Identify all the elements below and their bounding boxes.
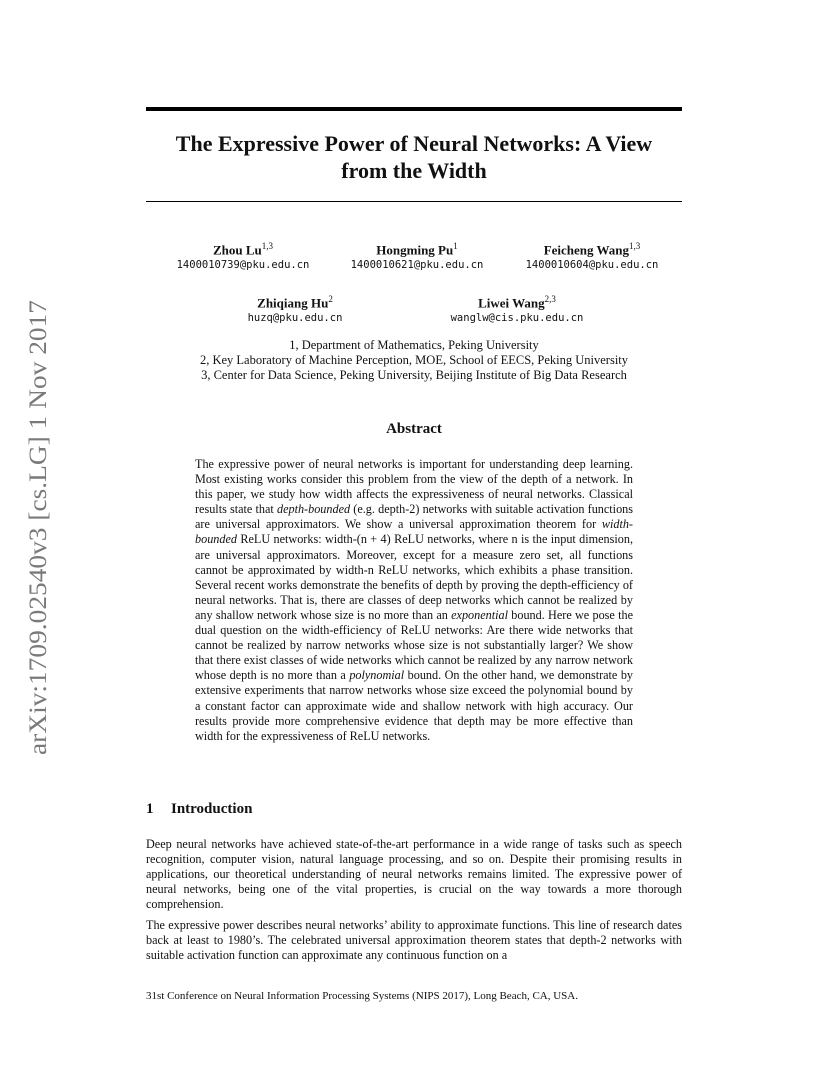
arxiv-stamp bbox=[22, 300, 52, 755]
section-heading bbox=[146, 801, 252, 818]
author-name: Zhiqiang Hu bbox=[257, 295, 329, 311]
section-number: 1 bbox=[146, 801, 154, 817]
title-rule-bottom bbox=[146, 201, 682, 202]
affiliations bbox=[146, 338, 682, 383]
author-name: Hongming Pu bbox=[376, 242, 454, 258]
author-affil: 1,3 bbox=[261, 241, 274, 251]
conference-footnote: 31st Conference on Neural Information Processing Systems (NIPS 2017), Long Beach, CA, USA. bbox=[146, 990, 578, 1002]
author-email: 1400010621@pku.edu.cn bbox=[350, 259, 484, 272]
author-email: 1400010604@pku.edu.cn bbox=[525, 259, 659, 272]
author-block bbox=[332, 238, 502, 273]
author-block bbox=[210, 291, 380, 326]
author-affil: 2 bbox=[328, 294, 333, 304]
author-affil: 2,3 bbox=[544, 294, 556, 304]
author-name: Liwei Wang bbox=[478, 295, 545, 311]
author-block bbox=[432, 291, 602, 326]
title-rule-top bbox=[146, 107, 682, 111]
section-title: Introduction bbox=[171, 801, 253, 817]
author-name: Feicheng Wang bbox=[543, 242, 630, 258]
author-block bbox=[507, 238, 677, 273]
arxiv-id: arXiv:1709.02540v3 [cs.LG] 1 Nov 2017 bbox=[25, 339, 52, 755]
intro-paragraph: Deep neural networks have achieved state-of-the-art performance in a wide range of tasks such as speech recognition, computer vision, natural language processing, and so on. Despite their promising results in applications, our theoretical understanding of neural networks remains limited. The expressive power of neural networks, being one of the vital properties, is crucial on the way towards a more thorough comprehension. bbox=[146, 837, 682, 912]
author-block bbox=[158, 238, 328, 273]
title-line-2: from the Width bbox=[341, 158, 487, 183]
abstract-text: The expressive power of neural networks is important for understanding deep learning. Most existing works consider this problem from the view of the depth of a network. In this paper, we study how width affects the expressiveness of neural networks. Classical results state that depth-bounded (e.g. depth-2) networks with suitable activation functions are universal approximators. We show a universal approximation theorem for width-bounded ReLU networks: width-(n + 4) ReLU networks, where n is the input dimension, are universal approximators. Moreover, except for a measure zero set, all functions cannot be approximated by width-n ReLU networks, which exhibits a phase transition. Several recent works demonstrate the benefits of depth by proving the depth-efficiency of neural networks. That is, there are classes of deep networks which cannot be realized by any shallow network whose size is no more than an exponential bound. Here we pose the dual question on the width-efficiency of ReLU networks: Are there wide networks that cannot be realized by narrow networks whose size is not substantially larger? We show that there exist classes of wide networks which cannot be realized by any narrow network whose depth is no more than a polynomial bound. On the other hand, we demonstrate by extensive experiments that narrow networks whose size exceed the polynomial bound by a constant factor can approximate wide and shallow network with high accuracy. Our results provide more comprehensive evidence that depth may be more effective than width for the expressiveness of ReLU networks. bbox=[195, 457, 634, 743]
author-affil: 1 bbox=[453, 241, 458, 251]
paper-title bbox=[146, 130, 682, 184]
author-name: Zhou Lu bbox=[212, 242, 262, 258]
abstract-heading: Abstract bbox=[386, 421, 442, 437]
affiliation: 3, Center for Data Science, Peking University, Beijing Institute of Big Data Research bbox=[201, 368, 627, 382]
affiliation: 1, Department of Mathematics, Peking University bbox=[289, 338, 539, 352]
author-email: 1400010739@pku.edu.cn bbox=[176, 259, 310, 272]
affiliation: 2, Key Laboratory of Machine Perception, MOE, School of EECS, Peking University bbox=[199, 353, 629, 367]
title-line-1: The Expressive Power of Neural Networks: A View bbox=[175, 131, 653, 156]
intro-paragraph: The expressive power describes neural networks’ ability to approximate functions. This line of research dates back at least to 1980’s. The celebrated universal approximation theorem states that depth-2 networks with suitable activation function can approximate any continuous function on a bbox=[146, 918, 682, 963]
author-email: wanglw@cis.pku.edu.cn bbox=[450, 312, 584, 325]
author-email: huzq@pku.edu.cn bbox=[247, 312, 343, 325]
author-affil: 1,3 bbox=[629, 241, 641, 251]
